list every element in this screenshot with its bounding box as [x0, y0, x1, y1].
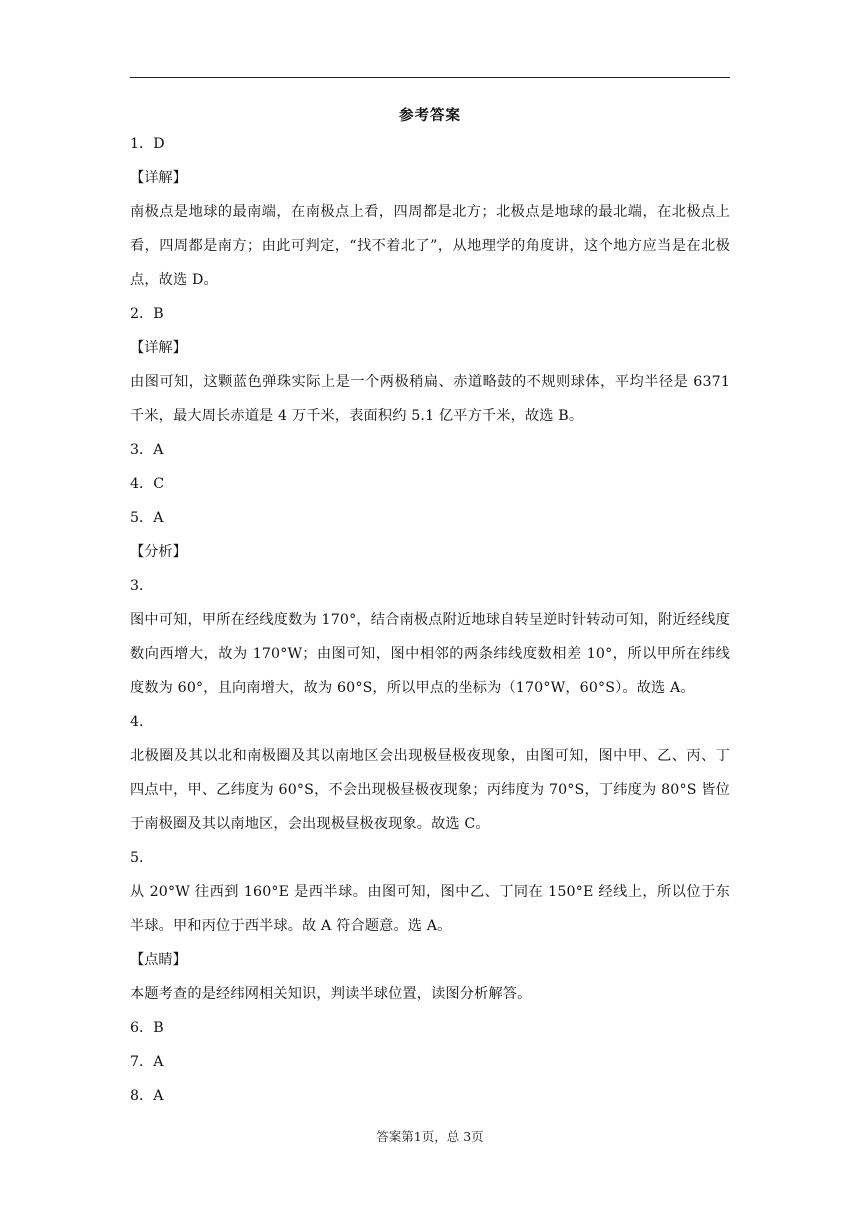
header-rule: [130, 77, 730, 78]
section-label: 【详解】: [130, 340, 187, 356]
explanation-paragraph: 南极点是地球的最南端，在南极点上看，四周都是北方；北极点是地球的最北端，在北极点上看，四周都是南方；由此可判定，“找不着北了”，从地理学的角度讲，这个地方应当是在北极点，故选 D。: [130, 204, 730, 288]
answer-line: 8．A: [130, 1088, 164, 1104]
answer-line: 7．A: [130, 1054, 164, 1070]
explanation-paragraph: 图中可知，甲所在经线度数为 170°，结合南极点附近地球自转呈逆时针转动可知，附近经线度数向西增大，故为 170°W；由图可知，图中相邻的两条纬线度数相差 10°，所以甲所在纬线度数为 60°，且向南增大，故为 60°S，所以甲点的坐标为（170°W，60°S）。故选 A。: [130, 612, 730, 696]
sub-question-number: 5．: [130, 850, 154, 866]
explanation-paragraph: 由图可知，这颗蓝色弹珠实际上是一个两极稍扁、赤道略鼓的不规则球体，平均半径是 6371 千米，最大周长赤道是 4 万千米，表面积约 5.1 亿平方千米，故选 B。: [130, 374, 730, 424]
answer-line: 4．C: [130, 476, 165, 492]
section-label: 【点睛】: [130, 952, 187, 968]
answer-line: 5．A: [130, 510, 164, 526]
answer-line: 3．A: [130, 442, 164, 458]
section-label: 【分析】: [130, 544, 187, 560]
sub-question-number: 3．: [130, 578, 154, 594]
page-footer: 答案第1页，总 3页: [376, 1129, 484, 1144]
page-title: 参考答案: [399, 108, 461, 124]
explanation-paragraph: 北极圈及其以北和南极圈及其以南地区会出现极昼极夜现象，由图可知，图中甲、乙、丙、丁四点中，甲、乙纬度为 60°S，不会出现极昼极夜现象；丙纬度为 70°S，丁纬度为 80°S 皆位于南极圈及其以南地区，会出现极昼极夜现象。故选 C。: [130, 748, 730, 832]
answer-line: 1．D: [130, 136, 165, 152]
sub-question-number: 4．: [130, 714, 154, 730]
answer-line: 6．B: [130, 1020, 164, 1036]
section-label: 【详解】: [130, 170, 187, 186]
explanation-paragraph: 本题考查的是经纬网相关知识，判读半球位置，读图分析解答。: [130, 986, 532, 1002]
answer-content: [130, 127, 730, 1113]
explanation-paragraph: 从 20°W 往西到 160°E 是西半球。由图可知，图中乙、丁同在 150°E 经线上，所以位于东半球。甲和丙位于西半球。故 A 符合题意。选 A。: [130, 884, 730, 934]
answer-line: 2．B: [130, 306, 164, 322]
